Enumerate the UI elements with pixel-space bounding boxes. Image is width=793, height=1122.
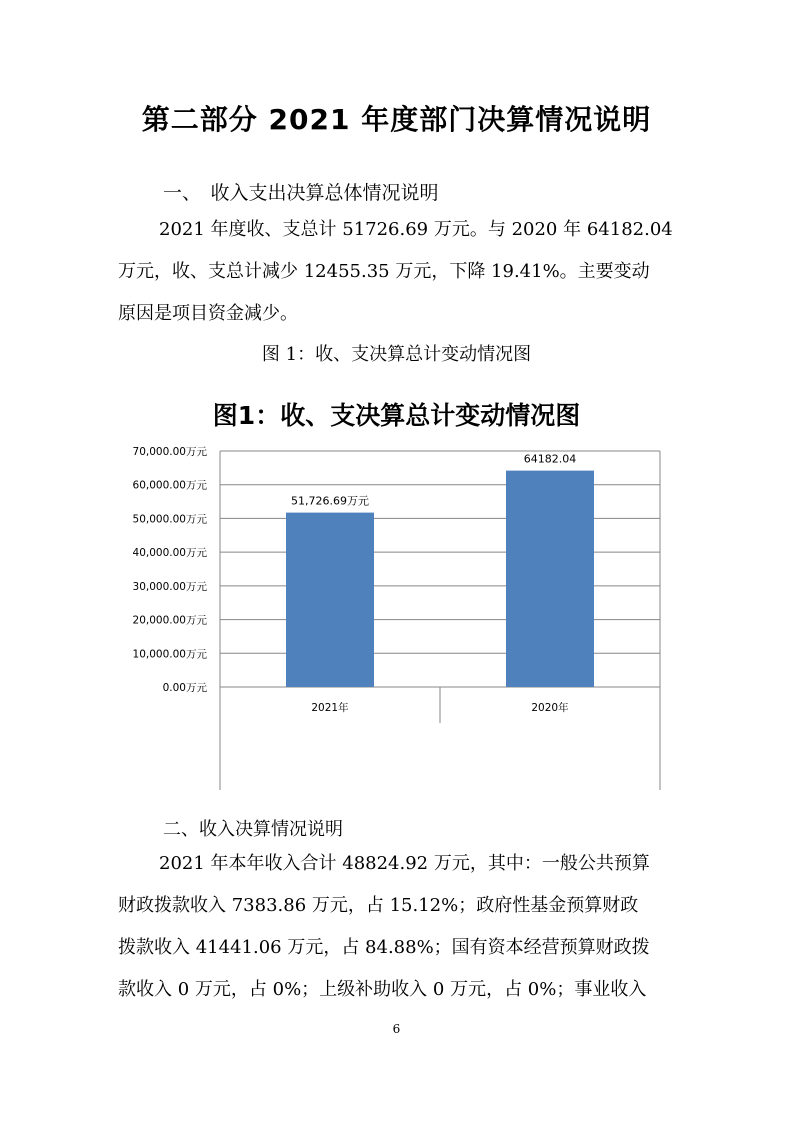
section2-line: 款收入 0 万元，占 0%；上级补助收入 0 万元，占 0%；事业收入 — [118, 979, 647, 1000]
section2-heading: 二、收入决算情况说明 — [163, 819, 343, 840]
y-tick-label: 70,000.00万元 — [132, 446, 207, 458]
bar-chart — [110, 430, 670, 800]
y-tick-label: 40,000.00万元 — [132, 547, 207, 560]
chart-title: 图1：收、支决算总计变动情况图 — [212, 401, 581, 430]
section2-paragraph — [118, 843, 678, 1011]
section1-line: 原因是项目资金减少。 — [118, 303, 298, 324]
data-label: 51,726.69万元 — [291, 494, 369, 508]
section1-heading: 一、 收入支出决算总体情况说明 — [163, 182, 439, 204]
y-tick-label: 0.00万元 — [162, 682, 207, 694]
section1-paragraph — [118, 209, 678, 335]
y-tick-label: 20,000.00万元 — [132, 614, 207, 627]
bar — [506, 471, 594, 687]
section2-line: 拨款收入 41441.06 万元，占 84.88%；国有资本经营预算财政拨 — [118, 937, 650, 958]
section2-line: 2021 年本年收入合计 48824.92 万元，其中：一般公共预算 — [159, 853, 650, 874]
y-tick-label: 60,000.00万元 — [132, 479, 207, 492]
y-tick-label: 50,000.00万元 — [132, 513, 207, 526]
data-label: 64182.04 — [523, 452, 577, 466]
x-tick-label: 2021年 — [311, 702, 349, 714]
x-tick-label: 2020年 — [531, 702, 569, 714]
page-title: 第二部分 2021 年度部门决算情况说明 — [141, 103, 652, 136]
page-number: 6 — [392, 1022, 401, 1036]
y-tick-label: 10,000.00万元 — [132, 648, 207, 661]
y-tick-label: 30,000.00万元 — [132, 580, 207, 593]
section1-line: 2021 年度收、支总计 51726.69 万元。与 2020 年 64182.04 — [159, 219, 673, 240]
section1-line: 万元，收、支总计减少 12455.35 万元，下降 19.41%。主要变动 — [118, 261, 650, 282]
section2-line: 财政拨款收入 7383.86 万元，占 15.12%；政府性基金预算财政 — [118, 895, 639, 916]
figure-caption: 图 1：收、支决算总计变动情况图 — [261, 344, 532, 365]
bar — [286, 513, 374, 687]
